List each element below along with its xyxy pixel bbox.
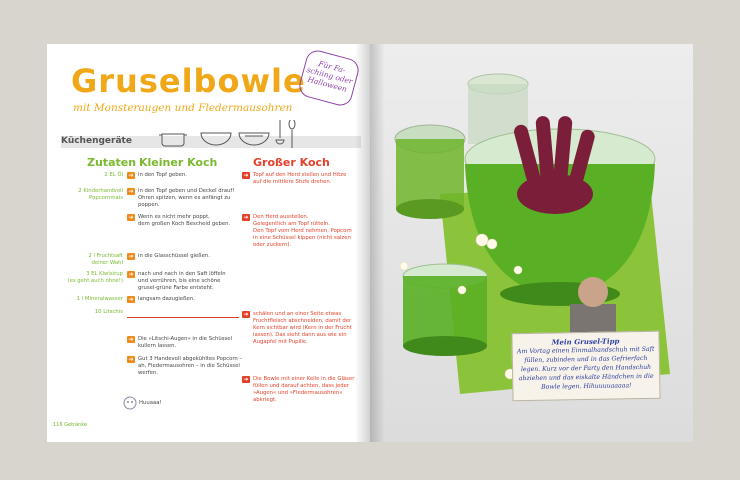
page-footer: 116 Getränke [53,422,88,428]
glass-bowl-icon [237,130,271,148]
big-step: Topf auf den Herd stellen und Hitze auf die mittlere Stufe drehen. [253,172,347,185]
arrow-icon: ➜ [128,271,134,278]
arrow-icon: ➜ [128,336,134,343]
arrow-icon: ➜ [128,356,134,363]
tip-note [511,331,660,402]
ingredient: 10 Litschis [94,309,123,315]
header-small-cook: Kleiner Koch [139,156,218,169]
recipe-subtitle: mit Monsteraugen und Fledermausohren [73,102,293,114]
header-big-cook: Großer Koch [253,156,330,169]
arrow-icon: ➜ [128,253,134,260]
small-step: nach und nach in den Saft löffeln und verrühren, bis eine schöne grusel-grüne Farbe entsteht. [138,271,226,291]
arrow-icon: ➜ [128,172,134,179]
small-step: Die »Litschi-Augen« in die Schüssel kullern lassen. [138,336,232,349]
arrow-icon: ➜ [128,296,134,303]
header-ingredients: Zutaten [87,156,137,169]
occasion-badge: Für Fa- schiing oder Halloween [297,48,362,108]
book-spread [47,44,693,442]
ingredient: 2 EL Öl [104,172,123,178]
small-step: in die Glasschüssel gießen. [138,253,210,259]
ghost-icon [123,396,137,410]
left-page [47,44,370,442]
arrow-icon: ➜ [243,376,249,383]
big-step: Den Herd ausstellen. Gelegentlich am Topf rütteln. Den Topf vom Herd nehmen, Popcorn in eine Schüssel kippen (nicht salzen oder zuckern). [253,214,352,248]
arrow-icon: ➜ [243,172,249,179]
recipe-title: Gruselbowle [71,62,306,100]
ladle-icon [275,120,285,148]
small-step: in den Topf geben und Deckel drauf! Ohren spitzen, wenn es anfängt zu poppen. [138,188,235,208]
ingredient: 3 EL Kiwisirup (es geht auch ohne!) [67,271,123,284]
arrow-icon: ➜ [243,214,249,221]
litschi-arrow-line [127,317,239,318]
big-step: Die Bowle mit einer Kelle in die Gläser füllen und darauf achten, dass jeder »Augen« und »Fledermausohren« abkriegt. [253,376,355,403]
tip-text: Am Vortag einen Einmalhandschuh mit Saft füllen, zubinden und in das Gefrierfach legen. Kurz vor der Party den Handschuh abziehen und das eiskalte Händchen in die Bowle legen. Hihuuuuaaaaa! [516,345,655,391]
small-step: Gut 3 Handevoll abgekühltes Popcorn – ah, Fledermausohren – in die Schüssel werfen. [138,356,243,376]
small-step: in den Topf geben. [138,172,187,178]
right-page [370,44,693,442]
small-step: langsam dazugießen. [138,296,195,302]
bowl-icon [199,130,233,148]
pot-icon [159,128,187,148]
tools-label: Küchengeräte [61,136,132,146]
spoon-icon [287,120,297,148]
ingredient: 2 l Fruchtsaft deiner Wahl [88,253,123,266]
ingredient: 2 Kinderhandvoll Popcornmais [78,188,123,201]
arrow-icon: ➜ [128,214,134,221]
ingredient: 1 l Mineralwasser [76,296,123,302]
big-step: schälen und an einer Seite etwas Fruchtfleisch abschneiden, damit der Kern sichtbar wird (Kern in der Frucht lassen). Das sieht dann aus wie ein Augapfel mit Pupille. [253,311,352,345]
small-step: Wenn es nicht mehr poppt, dem großen Koch Bescheid geben. [138,214,231,227]
arrow-icon: ➜ [128,188,134,195]
tip-title: Mein Grusel-Tipp [551,336,620,347]
arrow-icon: ➜ [243,311,249,318]
small-step: Huuaaa! [139,400,162,406]
